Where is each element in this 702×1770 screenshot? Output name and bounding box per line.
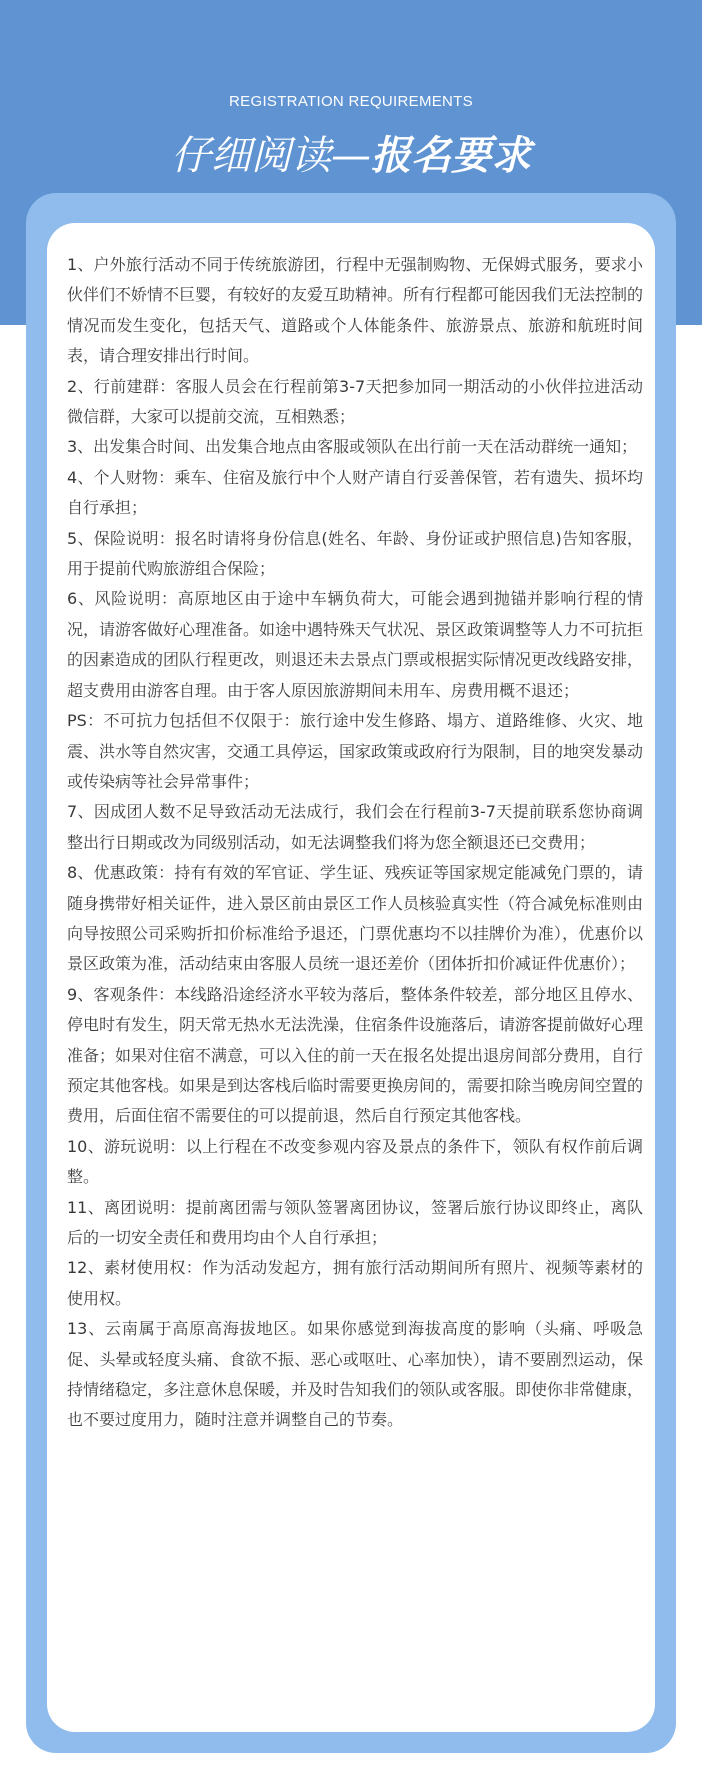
requirement-item-13: 13、云南属于高原高海拔地区。如果你感觉到海拔高度的影响（头痛、呼吸急促、头晕或轻度头痛、食欲不振、恶心或呕吐、心率加快），请不要剧烈运动，保持情绪稳定，多注意休息保暖，并及时告知我们的领队或客服。即使你非常健康，也不要过度用力，随时注意并调整自己的节奏。 bbox=[67, 1319, 644, 1430]
page-title-light: 仔细阅读— bbox=[171, 133, 371, 179]
requirement-item-11: 11、离团说明：提前离团需与领队签署离团协议，签署后旅行协议即终止，离队后的一切安全责任和费用均由个人自行承担； bbox=[67, 1197, 643, 1247]
page-title-bold: 报名要求 bbox=[371, 133, 531, 179]
requirement-item-10: 10、游玩说明：以上行程在不改变参观内容及景点的条件下，领队有权作前后调整。 bbox=[67, 1136, 643, 1187]
requirement-item-5: 5、保险说明：报名时请将身份信息(姓名、年龄、身份证或护照信息)告知客服，用于提前代购旅游组合保险； bbox=[67, 528, 643, 579]
requirement-item-8: 8、优惠政策：持有有效的军官证、学生证、残疾证等国家规定能减免门票的，请随身携带好相关证件，进入景区前由景区工作人员核验真实性（符合减免标准则由向导按照公司采购折扣价标准给予退还，门票优惠均不以挂牌价为准），优惠价以景区政策为准，活动结束由客服人员统一退还差价（团体折扣价减证件优惠价）； bbox=[67, 863, 644, 974]
requirement-item-9: 9、客观条件：本线路沿途经济水平较为落后，整体条件较差，部分地区且停水、停电时有发生，阴天常无热水无法洗澡，住宿条件设施落后，请游客提前做好心理准备；如果对住宿不满意，可以入住的前一天在报名处提出退房间部分费用，自行预定其他客栈。如果是到达客栈后临时需要更换房间的，需要扣除当晚房间空置的费用，后面住宿不需要住的可以提前退，然后自行预定其他客栈。 bbox=[67, 984, 644, 1126]
requirement-item-12: 12、素材使用权：作为活动发起方，拥有旅行活动期间所有照片、视频等素材的使用权。 bbox=[67, 1258, 643, 1308]
header-subtitle-en: REGISTRATION REQUIREMENTS bbox=[229, 93, 473, 110]
page-title bbox=[0, 128, 702, 184]
requirement-item-3: 3、出发集合时间、出发集合地点由客服或领队在出行前一天在活动群统一通知； bbox=[67, 437, 638, 457]
requirement-item-7: 7、因成团人数不足导致活动无法成行，我们会在行程前3-7天提前联系您协商调整出行日期或改为同级别活动，如无法调整我们将为您全额退还已交费用； bbox=[67, 802, 643, 852]
requirement-item-1: 1、户外旅行活动不同于传统旅游团，行程中无强制购物、无保姆式服务，要求小伙伴们不娇情不巨婴，有较好的友爱互助精神。所有行程都可能因我们无法控制的情况而发生变化，包括天气、道路或个人体能条件、旅游景点、旅游和航班时间表，请合理安排出行时间。 bbox=[67, 255, 644, 366]
requirements-list bbox=[67, 250, 643, 1436]
requirement-item-4: 4、个人财物：乘车、住宿及旅行中个人财产请自行妥善保管，若有遗失、损坏均自行承担； bbox=[67, 467, 643, 518]
requirement-item-2: 2、行前建群：客服人员会在行程前第3-7天把参加同一期活动的小伙伴拉进活动微信群，大家可以提前交流，互相熟悉； bbox=[67, 376, 643, 427]
requirement-item-6: 6、风险说明：高原地区由于途中车辆负荷大，可能会遇到抛锚并影响行程的情况，请游客做好心理准备。如途中遇特殊天气状况、景区政策调整等人力不可抗拒的因素造成的团队行程更改，则退还未去景点门票或根据实际情况更改线路安排，超支费用由游客自理。由于客人原因旅游期间未用车、房费用概不退还； bbox=[67, 589, 644, 700]
requirement-item-ps: PS：不可抗力包括但不仅限于：旅行途中发生修路、塌方、道路维修、火灾、地震、洪水等自然灾害，交通工具停运，国家政策或政府行为限制，目的地突发暴动或传染病等社会异常事件； bbox=[67, 711, 644, 791]
